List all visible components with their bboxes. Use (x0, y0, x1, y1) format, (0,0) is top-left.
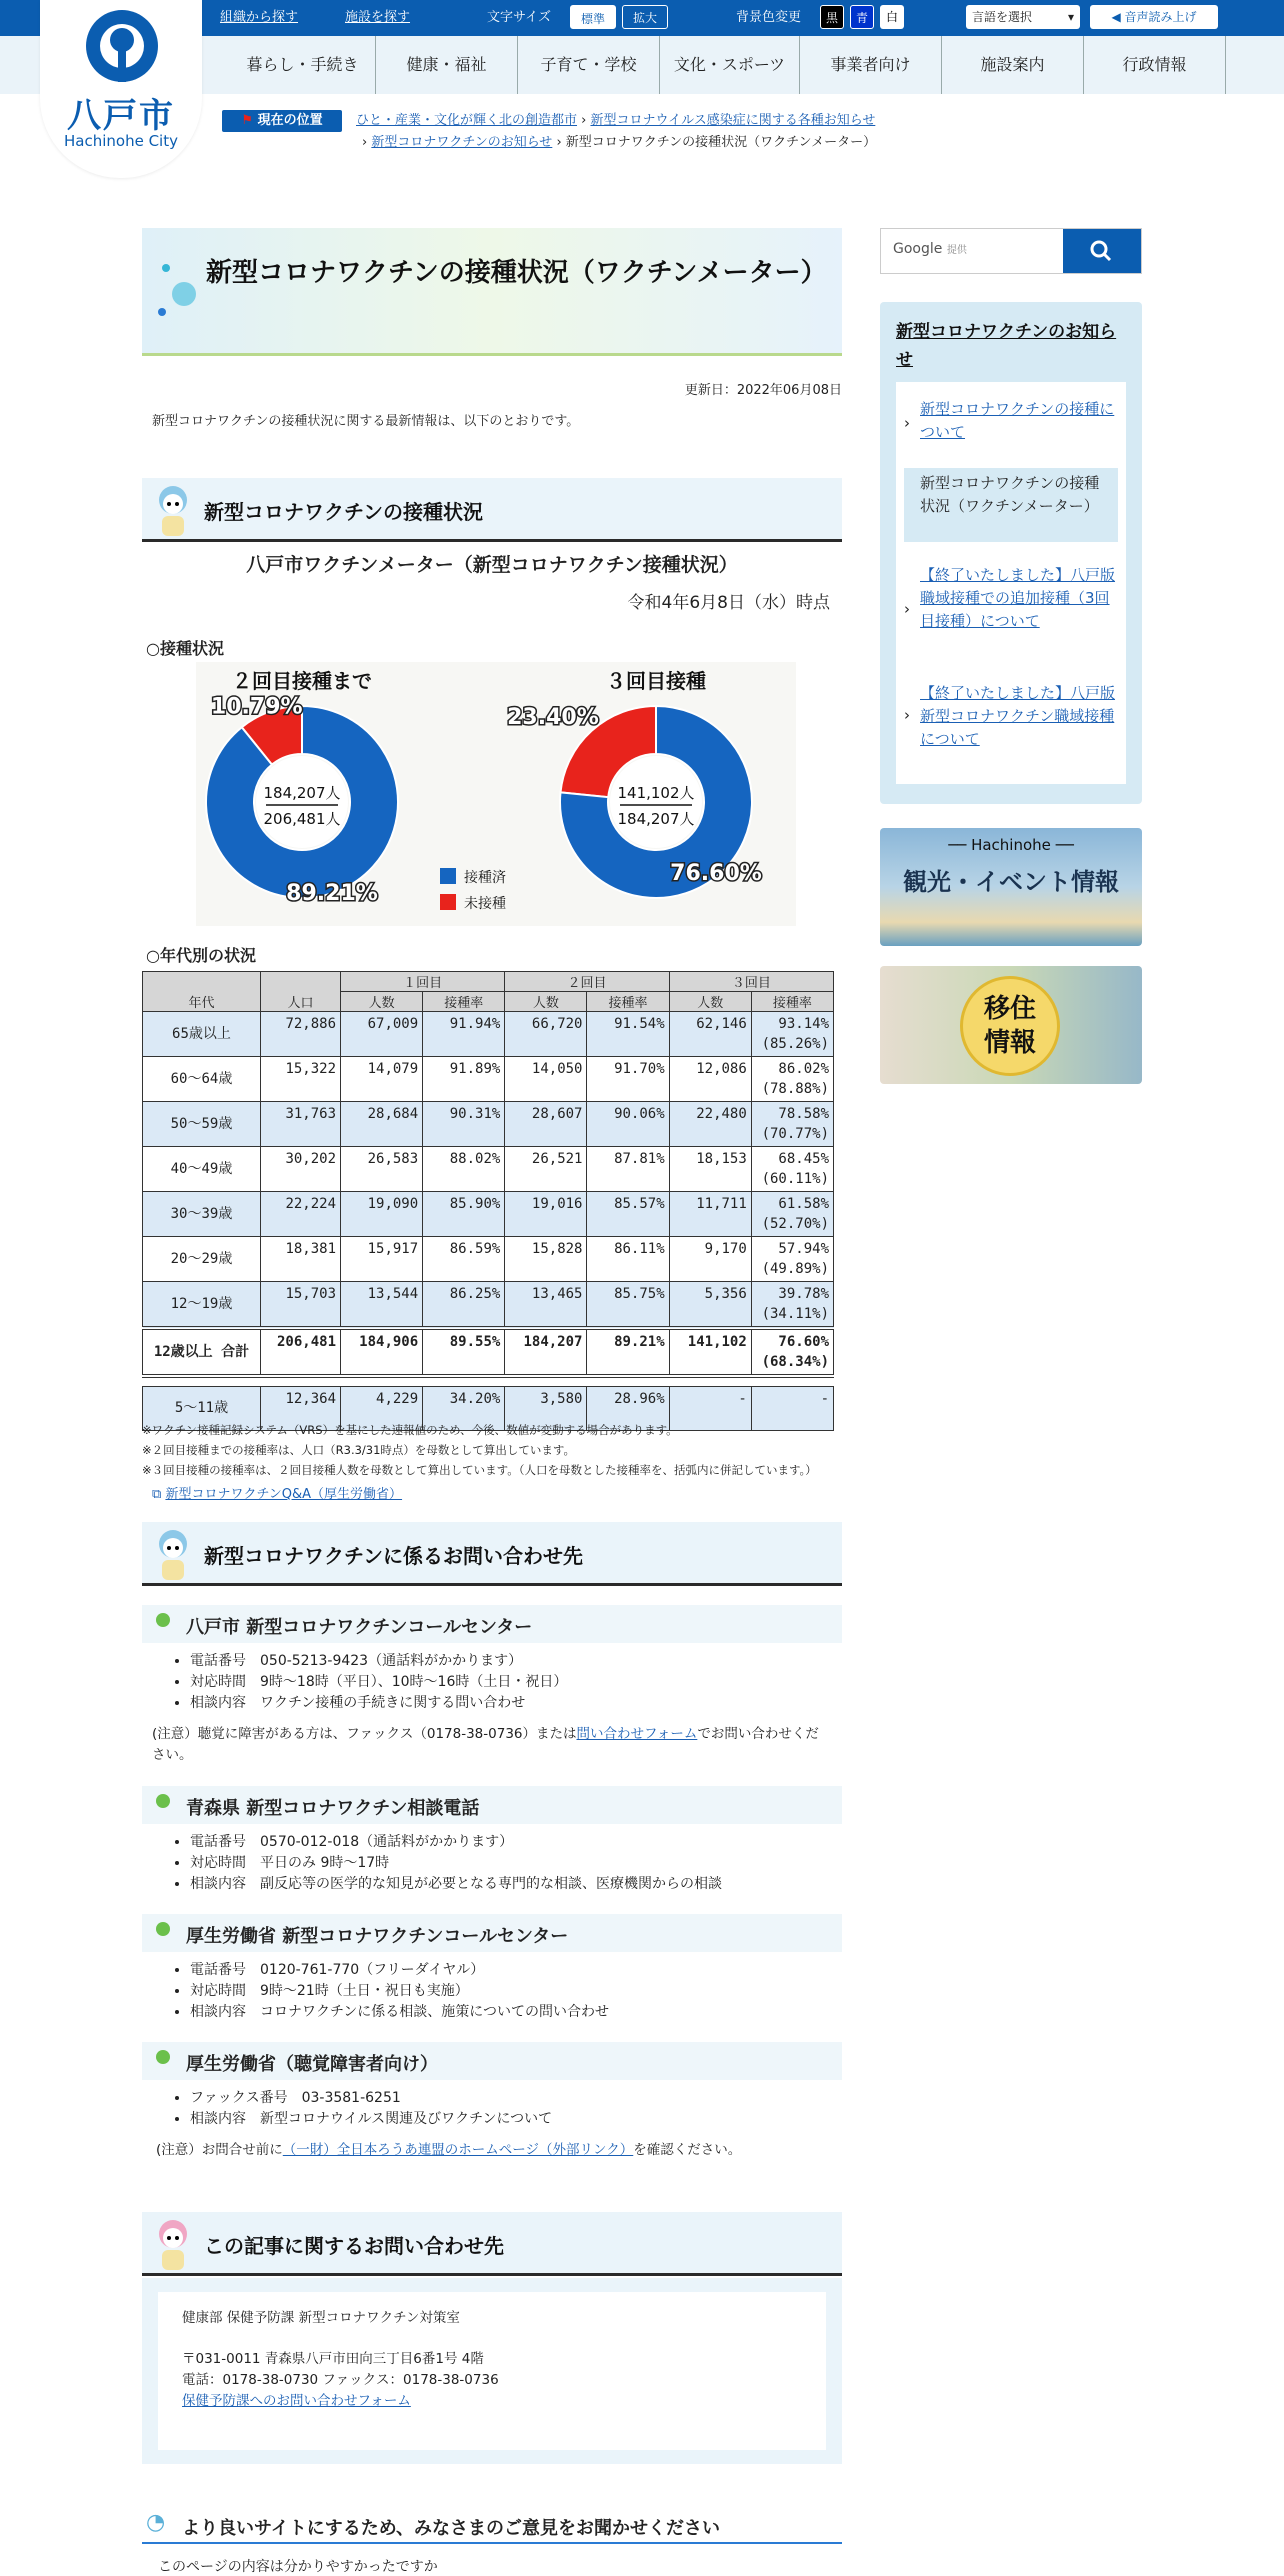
table-row (143, 1012, 834, 1057)
nav-item-health[interactable]: 健康・福祉 (376, 36, 518, 94)
mascot-icon (148, 482, 198, 542)
table-cell: 91.89% (423, 1057, 505, 1102)
chevron-right-icon: › (904, 414, 910, 432)
table-cell: 86.11% (587, 1237, 669, 1282)
table-cell: 28,684 (341, 1102, 423, 1147)
table-cell: 28,607 (505, 1102, 587, 1147)
table-cell: 22,224 (260, 1192, 340, 1237)
sidebar-related (880, 302, 1142, 804)
sidebar-item[interactable]: › 【終了いたしました】八戸版職域接種での追加接種（3回目接種）について (904, 566, 1116, 630)
contact-list (176, 1832, 722, 1895)
city-logo[interactable] (40, 0, 202, 178)
list-item: • 対応時間 平日のみ 9時～17時 (190, 1853, 722, 1874)
table-cell: 11,711 (669, 1192, 751, 1237)
table-cell: 65歳以上 (143, 1012, 261, 1057)
breadcrumb-link[interactable]: 新型コロナワクチンのお知らせ (371, 135, 553, 150)
contact-subheading: 八戸市 新型コロナワクチンコールセンター (142, 1605, 842, 1643)
chevron-right-icon: › (904, 600, 910, 618)
flag-icon: ⚑ (241, 113, 254, 128)
table-cell: 76.60% (68.34%) (751, 1328, 833, 1376)
chart-title: ３回目接種 (606, 669, 706, 693)
section-heading: 新型コロナワクチンに係るお問い合わせ先 (142, 1522, 842, 1586)
table-cell: 93.14% (85.26%) (751, 1012, 833, 1057)
table-cell: 3,580 (505, 1386, 587, 1430)
table-header: 接種率 (751, 992, 833, 1012)
table-header: 人数 (669, 992, 751, 1012)
breadcrumb-link[interactable]: 新型コロナウイルス感染症に関する各種お知らせ (590, 113, 876, 128)
table-group-header: ３回目 (669, 972, 833, 992)
legend-swatch (440, 868, 456, 884)
contact-subheading: 青森県 新型コロナワクチン相談電話 (142, 1786, 842, 1824)
city-name-en: Hachinohe City (64, 132, 178, 150)
table-header: 年代 (143, 972, 261, 1012)
contact-box (142, 2278, 842, 2464)
table-cell: 91.54% (587, 1012, 669, 1057)
table-cell: 206,481 (260, 1328, 340, 1376)
table-cell: 184,207 (505, 1328, 587, 1376)
contact-list (176, 1960, 609, 2023)
table-cell: 5～11歳 (143, 1386, 261, 1430)
table-cell: 30～39歳 (143, 1192, 261, 1237)
status-label: ○接種状況 (146, 639, 224, 658)
table-cell: 20～29歳 (143, 1237, 261, 1282)
nav-item-government[interactable]: 行政情報 (1084, 36, 1226, 94)
table-row (143, 1102, 834, 1147)
table-cell: 87.81% (587, 1147, 669, 1192)
table-cell: 5,356 (669, 1282, 751, 1329)
feedback-question: このページの内容は分かりやすかったですか (158, 2559, 438, 2575)
bg-blue-button[interactable]: 青 (850, 5, 874, 29)
table-cell: 91.94% (423, 1012, 505, 1057)
table-cell: 15,703 (260, 1282, 340, 1329)
list-item: • 相談内容 ワクチン接種の手続きに関する問い合わせ (190, 1693, 567, 1714)
table-cell: 68.45% (60.11%) (751, 1147, 833, 1192)
dot-icon (156, 1794, 170, 1808)
table-cell: 14,079 (341, 1057, 423, 1102)
bg-color-label: 背景色変更 (736, 10, 802, 25)
section-heading: 新型コロナワクチンの接種状況 (142, 478, 842, 542)
search-by-org-link[interactable]: 組織から探す (220, 10, 299, 25)
page-title-banner (142, 228, 842, 356)
intro-text: 新型コロナワクチンの接種状況に関する最新情報は、以下のとおりです。 (152, 414, 580, 429)
table-cell: 15,828 (505, 1237, 587, 1282)
chevron-down-icon: ▾ (1067, 10, 1074, 24)
updated-date: 更新日：2022年06月08日 (684, 383, 842, 398)
dot-icon (156, 1922, 170, 1936)
table-cell: 40～49歳 (143, 1147, 261, 1192)
list-item: • 対応時間 9時～21時（土日・祝日も実施） (190, 1981, 609, 2002)
table-cell: 86.02% (78.88%) (751, 1057, 833, 1102)
legend-swatch (440, 894, 456, 910)
dot-icon (156, 1613, 170, 1627)
table-notes (142, 1420, 842, 1480)
table-header: 人数 (341, 992, 423, 1012)
sidebar-item[interactable]: › 【終了いたしました】八戸版新型コロナワクチン職域接種について (904, 684, 1116, 748)
nav-item-childcare[interactable]: 子育て・学校 (518, 36, 660, 94)
table-cell: 89.21% (587, 1328, 669, 1376)
list-item: • 相談内容 新型コロナウイルス関連及びワクチンについて (190, 2109, 552, 2130)
table-cell: 15,322 (260, 1057, 340, 1102)
table-cell: 18,153 (669, 1147, 751, 1192)
table-cell: 85.57% (587, 1192, 669, 1237)
section-heading: この記事に関するお問い合わせ先 (142, 2212, 842, 2276)
list-item: • 相談内容 副反応等の医学的な知見が必要となる専門的な相談、医療機関からの相談 (190, 1874, 722, 1895)
table-row (143, 1192, 834, 1237)
value-label: 89.21% (286, 881, 378, 906)
note-line: ※ワクチン接種記録システム（VRS）を基にした速報値のため、今後、数値が変動する場合があります。 (142, 1423, 678, 1437)
table-header: 接種率 (587, 992, 669, 1012)
qa-link[interactable]: ⧉ 新型コロナワクチンQ&A（厚生労働省） (152, 1487, 403, 1502)
table-cell: 88.02% (423, 1147, 505, 1192)
table-cell: 18,381 (260, 1237, 340, 1282)
search-icon (1063, 229, 1141, 273)
font-size-label: 文字サイズ (487, 10, 551, 25)
table-cell: 12～19歳 (143, 1282, 261, 1329)
breadcrumb-current-label: ⚑ 現在の位置 (222, 110, 342, 132)
table-cell: 19,090 (341, 1192, 423, 1237)
table-cell: 4,229 (341, 1386, 423, 1430)
donut-hole (256, 756, 348, 848)
table-cell: 66,720 (505, 1012, 587, 1057)
table-cell: - (751, 1386, 833, 1430)
center-total: 206,481人 (263, 810, 341, 828)
contact-subheading: 厚生労働省 新型コロナワクチンコールセンター (142, 1914, 842, 1952)
table-cell: 86.59% (423, 1237, 505, 1282)
migration-banner[interactable]: 移住情報 (880, 966, 1142, 1084)
table-header: 人口 (260, 972, 340, 1012)
contact-subheading: 厚生労働省（聴覚障害者向け） (142, 2042, 842, 2080)
table-cell: 12,364 (260, 1386, 340, 1430)
table-cell: 184,906 (341, 1328, 423, 1376)
table-cell: 91.70% (587, 1057, 669, 1102)
list-item: • ファックス番号 03-3581-6251 (190, 2088, 552, 2109)
list-item: • 電話番号 0120-761-770（フリーダイヤル） (190, 1960, 609, 1981)
font-standard-button[interactable]: 標準 (570, 5, 616, 29)
breadcrumb-current: 新型コロナワクチンの接種状況（ワクチンメーター） (565, 135, 877, 150)
bg-black-button[interactable]: 黒 (820, 5, 844, 29)
note-line: ※３回目接種の接種率は、２回目接種人数を母数として算出しています。（人口を母数とした接種率を、括弧内に併記しています。） (142, 1463, 817, 1477)
inquiry-form-link[interactable]: 問い合わせフォーム (576, 1726, 698, 1742)
table-cell: 141,102 (669, 1328, 751, 1376)
table-row (143, 1282, 834, 1329)
table-header: 接種率 (423, 992, 505, 1012)
city-emblem-icon (84, 8, 160, 84)
swirl-icon: ◔ (146, 2510, 166, 2535)
table-cell: 50～59歳 (143, 1102, 261, 1147)
table-cell: 28.96% (587, 1386, 669, 1430)
meter-title: 八戸市ワクチンメーター（新型コロナワクチン接種状況） (246, 554, 738, 576)
table-group-header: ２回目 (505, 972, 669, 992)
center-total: 184,207人 (617, 810, 695, 828)
voice-read-button[interactable]: ◀ 音声読み上げ (1090, 5, 1218, 29)
nav-item-business[interactable]: 事業者向け (800, 36, 942, 94)
value-label: 76.60% (670, 861, 762, 886)
table-cell: 78.58% (70.77%) (751, 1102, 833, 1147)
search-facility-link[interactable]: 施設を探す (345, 10, 411, 25)
table-cell: 89.55% (423, 1328, 505, 1376)
table-cell: 12,086 (669, 1057, 751, 1102)
speaker-icon: ◀ (1111, 10, 1125, 24)
vaccination-table (142, 971, 834, 1431)
sidebar-item-current: 新型コロナワクチンの接種状況（ワクチンメーター） (904, 468, 1118, 542)
center-count: 141,102人 (617, 784, 695, 802)
font-large-button[interactable]: 拡大 (622, 5, 668, 29)
feedback-heading: ◔ より良いサイトにするため、みなさまのご意見をお聞かせください (142, 2506, 842, 2544)
table-row (143, 1147, 834, 1192)
city-name: 八戸市 (67, 96, 175, 136)
note-line: ※２回目接種までの接種率は、人口（R3.3/31時点）を母数として算出しています。 (142, 1443, 575, 1457)
table-cell: 67,009 (341, 1012, 423, 1057)
table-cell: 19,016 (505, 1192, 587, 1237)
table-cell: 85.90% (423, 1192, 505, 1237)
contact-list (176, 1651, 567, 1714)
table-cell: 62,146 (669, 1012, 751, 1057)
nav-item-living[interactable]: 暮らし・手続き (230, 36, 376, 94)
contact-form-link[interactable]: 保健予防課へのお問い合わせフォーム (182, 2393, 411, 2409)
table-row (143, 1237, 834, 1282)
sidebar-item[interactable]: › 新型コロナワクチンの接種について (904, 400, 1115, 441)
table-row-total (143, 1328, 834, 1376)
legend-label: 未接種 (464, 896, 506, 912)
table-cell: 9,170 (669, 1237, 751, 1282)
table-cell: 26,521 (505, 1147, 587, 1192)
table-cell: 34.20% (423, 1386, 505, 1430)
table-cell: 26,583 (341, 1147, 423, 1192)
list-item: • 電話番号 0570-012-018（通話料がかかります） (190, 1832, 722, 1853)
table-cell: 61.58% (52.70%) (751, 1192, 833, 1237)
external-link[interactable]: （一財）全日本ろうあ連盟のホームページ（外部リンク） (282, 2142, 634, 2158)
age-status-label: ○年代別の状況 (146, 946, 256, 965)
mascot-icon (148, 2216, 198, 2276)
table-cell: 57.94% (49.89%) (751, 1237, 833, 1282)
table-cell: - (669, 1386, 751, 1430)
list-item: • 相談内容 コロナワクチンに係る相談、施策についての問い合わせ (190, 2002, 609, 2023)
contact-note: (注意）お問合せ前に（一財）全日本ろうあ連盟のホームページ（外部リンク）を確認ください。 (156, 2142, 742, 2158)
as-of-date: 令和4年6月8日（水）時点 (627, 593, 830, 613)
mascot-icon (148, 1526, 198, 1586)
bg-white-button[interactable]: 白 (880, 5, 904, 29)
table-cell: 22,480 (669, 1102, 751, 1147)
table-cell: 90.06% (587, 1102, 669, 1147)
site-search (880, 228, 1142, 274)
sidebar-list (896, 382, 1126, 784)
page-title: 新型コロナワクチンの接種状況（ワクチンメーター） (206, 258, 827, 288)
vaccination-charts (196, 662, 796, 926)
table-cell: 12歳以上 合計 (143, 1328, 261, 1376)
table-cell: 60～64歳 (143, 1057, 261, 1102)
table-group-header: １回目 (341, 972, 505, 992)
legend-label: 接種済 (464, 870, 506, 886)
table-cell: 90.31% (423, 1102, 505, 1147)
language-select[interactable]: 言語を選択 ▾ (966, 5, 1080, 29)
breadcrumb-link[interactable]: ひと・産業・文化が輝く北の創造都市 (356, 113, 578, 128)
donut-hole (610, 756, 702, 848)
external-link-icon: ⧉ (152, 1487, 162, 1502)
table-header: 人数 (505, 992, 587, 1012)
tourism-banner[interactable]: ── Hachinohe ── 観光・イベント情報 (880, 828, 1142, 946)
contact-list (176, 2088, 552, 2130)
sidebar-title[interactable]: 新型コロナワクチンのお知らせ (896, 322, 1117, 370)
value-label: 10.79% (210, 694, 303, 720)
chevron-right-icon: › (904, 706, 910, 724)
table-cell: 39.78% (34.11%) (751, 1282, 833, 1329)
value-label: 23.40% (507, 704, 599, 730)
table-row (143, 1057, 834, 1102)
table-cell: 13,465 (505, 1282, 587, 1329)
table-cell: 72,886 (260, 1012, 340, 1057)
contact-note: (注意）聴覚に障害がある方は、ファックス（0178-38-0736）または問い合わせフォームでお問い合わせください。 (152, 1726, 819, 1763)
list-item: • 対応時間 9時～18時（平日）、10時～16時（土日・祝日） (190, 1672, 567, 1693)
contact-phone: 電話：0178-38-0730 ファックス：0178-38-0736 (182, 2372, 499, 2388)
nav-item-facilities[interactable]: 施設案内 (942, 36, 1084, 94)
table-cell: 85.75% (587, 1282, 669, 1329)
contact-address: 〒031-0011 青森県八戸市田向三丁目6番1号 4階 (182, 2351, 484, 2367)
nav-item-culture[interactable]: 文化・スポーツ (660, 36, 800, 94)
list-item: • 電話番号 050-5213-9423（通話料がかかります） (190, 1651, 567, 1672)
table-cell: 30,202 (260, 1147, 340, 1192)
search-button[interactable] (1063, 229, 1141, 273)
table-cell: 31,763 (260, 1102, 340, 1147)
table-cell: 86.25% (423, 1282, 505, 1329)
bubbles-icon (150, 258, 206, 328)
table-cell: 14,050 (505, 1057, 587, 1102)
dot-icon (156, 2050, 170, 2064)
table-cell: 15,917 (341, 1237, 423, 1282)
center-count: 184,207人 (263, 784, 341, 802)
contact-dept: 健康部 保健予防課 新型コロナワクチン対策室 (182, 2310, 460, 2326)
table-cell: 13,544 (341, 1282, 423, 1329)
search-input[interactable]: Google 提供 (893, 241, 967, 257)
chart-title: ２回目接種まで (232, 669, 372, 693)
